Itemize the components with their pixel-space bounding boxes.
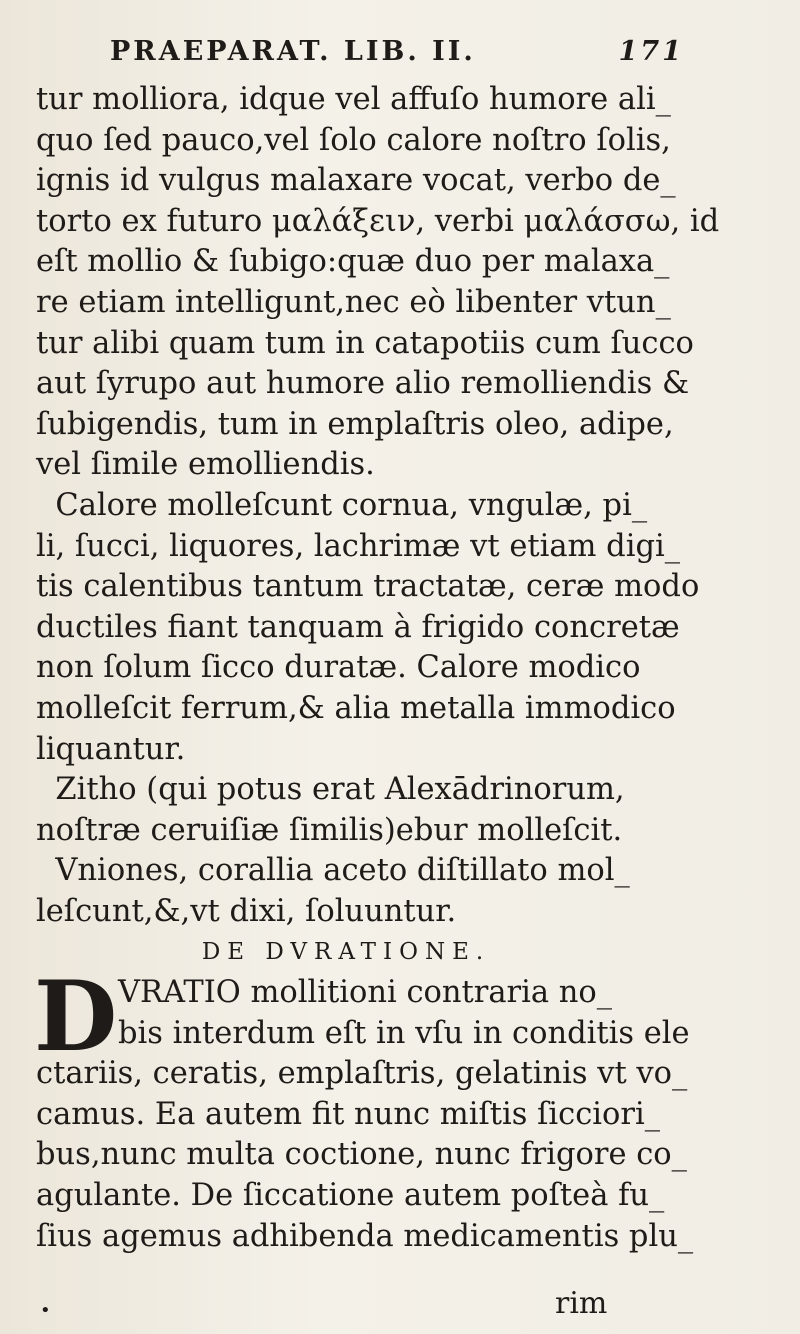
text-line: camus. Ea autem fit nunc miſtis ſicciori_ (36, 1096, 660, 1132)
text-line: leſcunt,&,vt dixi, ſoluuntur. (36, 893, 457, 929)
text-line: ignis id vulgus malaxare vocat, verbo de_ (36, 163, 676, 199)
text-line: bis interdum eſt in vſu in conditis ele (118, 1015, 690, 1051)
running-title: PRAEPARAT. LIB. II. (110, 36, 476, 67)
text-line: Calore molleſcunt cornua, vngulæ, pi_ (36, 487, 648, 523)
text-line: aut ſyrupo aut humore alio remolliendis & (36, 366, 690, 402)
text-line: noſtræ ceruiſiæ ſimilis)ebur molleſcit. (36, 812, 623, 848)
text-line: tur alibi quam tum in catapotiis cum ſucco (36, 325, 694, 361)
text-line: non ſolum ſicco duratæ. Calore modico (36, 650, 641, 686)
text-line: li, ſucci, liquores, lachrimæ vt etiam digi_ (36, 528, 680, 564)
text-line: ſius agemus adhibenda medicamentis plu_ (36, 1218, 694, 1254)
text-line: vel ſimile emolliendis. (36, 447, 375, 483)
catchword: rim (555, 1286, 608, 1321)
drop-cap: D (34, 960, 118, 1074)
text-line: quo ſed pauco,vel ſolo calore noſtro ſolis, (36, 122, 671, 158)
text-line: eſt mollio & ſubigo:quæ duo per malaxa_ (36, 244, 670, 280)
page-header (100, 36, 690, 76)
text-line: agulante. De ſiccatione autem poſteà fu_ (36, 1178, 665, 1214)
text-line: bus,nunc multa coctione, nunc frigore co_ (36, 1137, 687, 1173)
page-number: 171 (618, 36, 684, 67)
text-line: molleſcit ferrum,& alia metalla immodico (36, 690, 676, 726)
stray-ink-mark: • (40, 1300, 51, 1321)
text-line: ſubigendis, tum in emplaſtris oleo, adipe, (36, 406, 674, 442)
text-line: ctariis, ceratis, emplaſtris, gelatinis vt vo_ (36, 1056, 688, 1092)
text-line: tur molliora, idque vel affuſo humore ali_ (36, 82, 671, 117)
text-line: VRATIO mollitioni contraria no_ (118, 975, 613, 1011)
text-line: re etiam intelligunt,nec eò libenter vtun_ (36, 284, 671, 320)
text-line: torto ex futuro μαλάξειν, verbi μαλάσσω, id (36, 203, 720, 239)
text-line: ductiles fiant tanquam à frigido concretæ (36, 609, 680, 645)
text-line: Zitho (qui potus erat Alexādrinorum, (36, 772, 625, 808)
text-line: tis calentibus tantum tractatæ, ceræ modo (36, 569, 700, 605)
main-text (34, 80, 720, 1257)
text-line: liquantur. (36, 731, 186, 767)
section-heading: DE DVRATIONE. (201, 939, 491, 966)
text-line: Vniones, corallia aceto diſtillato mol_ (36, 853, 630, 889)
